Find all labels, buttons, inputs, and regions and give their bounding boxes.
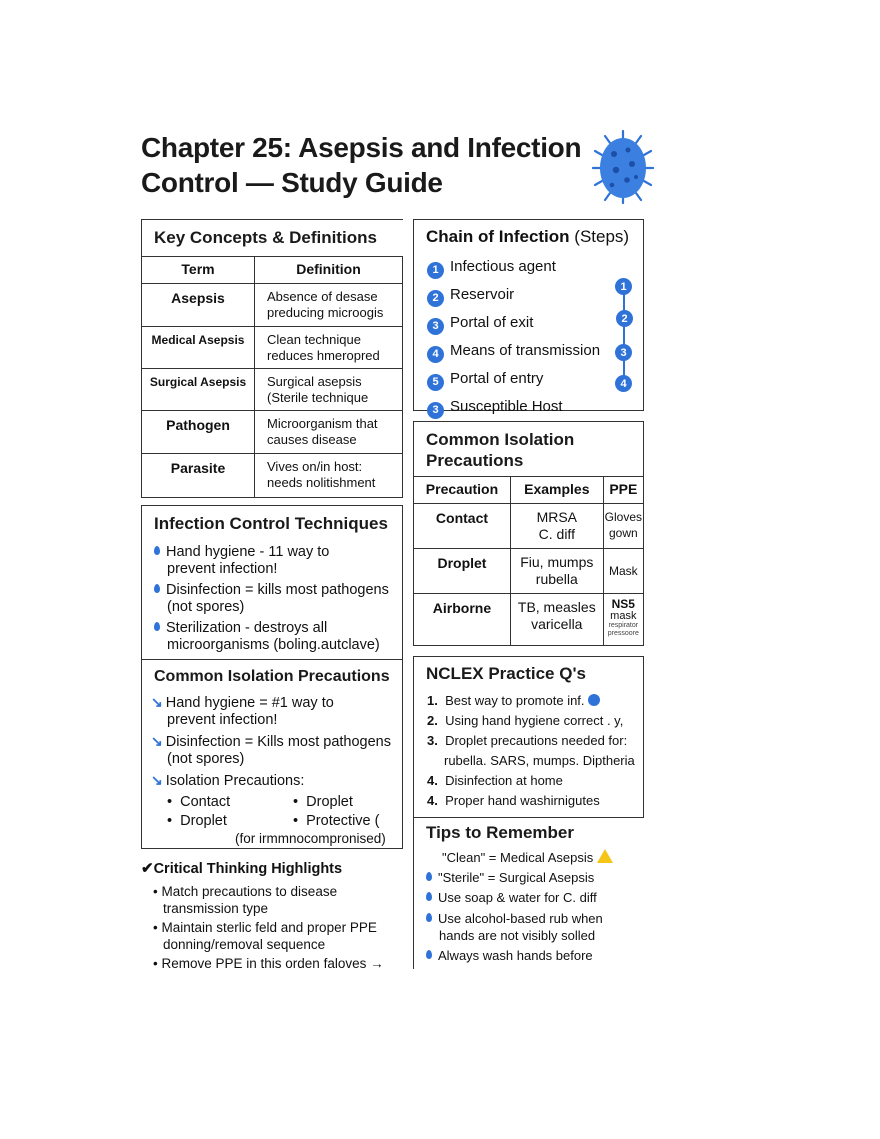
nclex-list (414, 684, 643, 811)
chain-step (427, 258, 600, 279)
key-concepts-box (141, 219, 403, 495)
list-item: • Maintain sterlic feld and proper PPE donning/removal sequence (153, 919, 403, 953)
isolation-table-box (413, 421, 644, 646)
header-term: Term (142, 257, 255, 284)
ppe-line: gown (608, 526, 638, 540)
question-text: Droplet precautions needed for: (445, 733, 628, 748)
techniques-title: Infection Control Techniques (154, 514, 388, 533)
list-item (151, 733, 402, 768)
chain-steps (427, 258, 600, 419)
tip-text: Always wash hands before (438, 948, 593, 963)
header-examples: Examples (510, 477, 603, 504)
precaution-cell: Contact (414, 504, 511, 549)
tip-text: "Sterile" = Surgical Asepsis (438, 870, 595, 885)
precaution-cell: Airborne (414, 594, 511, 646)
example-line: Fiu, mumps (520, 554, 594, 570)
item-line: Sterilization - destroys all (166, 620, 328, 636)
microbe-icon (592, 130, 654, 204)
example-line: MRSA (536, 509, 578, 525)
question-number: 4. (427, 793, 438, 808)
table-row (142, 327, 403, 369)
header-definition: Definition (255, 257, 403, 284)
critical-thinking-section (141, 859, 403, 972)
item-line: Remove PPE in this orden faloves → (161, 956, 384, 971)
sub-item: • Contact (167, 794, 231, 810)
item-line: transmission type (163, 901, 269, 916)
isolation-title-line: Common Isolation (426, 430, 575, 449)
infection-techniques-box (141, 505, 403, 660)
step-number-icon: 3 (427, 402, 444, 419)
ppe-line: mask (610, 610, 637, 622)
question-number: 3. (427, 733, 438, 748)
chain-step (427, 286, 600, 307)
item-line: Hand hygiene = #1 way to (165, 695, 334, 711)
nclex-title: NCLEX Practice Q's (426, 664, 586, 683)
def-line: needs nolitishment (267, 475, 376, 490)
chain-step (427, 398, 600, 419)
warning-icon (597, 849, 613, 863)
example-line: TB, measles (517, 599, 596, 615)
chain-title-rest: (Steps) (574, 227, 630, 246)
page-title (141, 130, 611, 200)
ppe-line: NS5 (611, 597, 635, 611)
question-text: Disinfection at home (445, 773, 563, 788)
example-line: C. diff (538, 526, 575, 542)
chain-of-infection-box (413, 219, 644, 416)
header-ppe: PPE (603, 477, 643, 504)
bullet-drop-icon (154, 546, 160, 555)
item-line: Maintain sterlic feld and proper PPE (161, 920, 377, 935)
step-label: Reservoir (450, 286, 515, 303)
ppe-line: Gloves (604, 510, 642, 524)
def-line: reduces hmeropred (267, 348, 380, 363)
tip-text: hands are not visibly solled (439, 928, 596, 943)
list-item (151, 772, 402, 790)
bullet-drop-icon (426, 892, 432, 901)
list-item (151, 694, 402, 729)
table-row (414, 549, 644, 594)
question-text: Best way to promote inf. (445, 693, 585, 708)
bullet-drop-icon (426, 950, 432, 959)
tips-title: Tips to Remember (426, 823, 575, 842)
table-row (142, 369, 403, 411)
ppe-cell (603, 549, 643, 594)
side-number-icon: 3 (615, 344, 632, 361)
nclex-question (427, 691, 643, 711)
def-line: Vives on/in host: (267, 459, 363, 474)
table-row (414, 504, 644, 549)
step-label: Infectious agent (450, 258, 556, 275)
ppe-line: respirator pressoore (607, 622, 639, 637)
checkmark-icon: ✔ (141, 860, 154, 877)
item-line: Disinfection = kills most pathogens (166, 582, 389, 598)
isolation-list-title: Common Isolation Precautions (154, 668, 390, 685)
chain-step (427, 314, 600, 335)
tip-item (426, 868, 644, 888)
item-line: donning/removal sequence (163, 937, 326, 952)
nclex-question (427, 771, 643, 791)
question-number: 1. (427, 693, 438, 708)
nclex-question (427, 791, 643, 811)
step-label: Portal of entry (450, 370, 544, 387)
list-item (154, 544, 402, 578)
examples-cell (510, 504, 603, 549)
tip-item (426, 848, 644, 868)
arrow-icon: ↘ (151, 694, 163, 710)
nclex-question (427, 731, 643, 751)
bullet-drop-icon (426, 872, 432, 881)
title-line-1: Chapter 25: Asepsis and Infection (141, 132, 582, 163)
def-line: Surgical asepsis (267, 374, 362, 389)
step-number-icon: 1 (427, 262, 444, 279)
tip-item (426, 910, 644, 944)
tips-list (414, 843, 644, 966)
list-item: • Remove PPE in this orden faloves → (153, 956, 384, 971)
sub-item-label: Droplet (180, 813, 227, 829)
term-cell: Medical Asepsis (142, 327, 255, 369)
question-text: Using hand hygiene correct . y, (445, 713, 624, 728)
tip-item (426, 888, 644, 908)
nclex-box (413, 656, 644, 818)
term-cell: Parasite (142, 454, 255, 498)
step-label: Means of transmission (450, 342, 601, 359)
bullet-drop-icon (154, 622, 160, 631)
step-label: Susceptible Host (450, 398, 563, 415)
bullet-drop-icon (154, 584, 160, 593)
tips-box (413, 817, 644, 969)
item-line: Isolation Precautions: (165, 773, 305, 789)
isolation-sublist (151, 793, 402, 833)
sub-item-label: Contact (180, 794, 231, 810)
item-line: microorganisms (boling.autclave) (167, 637, 380, 653)
chain-connector-line (623, 288, 625, 388)
tip-text: Use soap & water for C. diff (438, 890, 597, 905)
item-line: Hand hygiene - 11 way to (166, 544, 330, 560)
side-number-icon: 4 (615, 375, 632, 392)
list-item (154, 620, 402, 654)
sub-item-label: Droplet (306, 794, 353, 810)
table-row (142, 284, 403, 327)
tip-text: "Clean" = Medical Asepsis (442, 850, 594, 865)
side-number-icon: 2 (616, 310, 633, 327)
chain-title-bold: Chain of Infection (426, 227, 570, 246)
critical-list (141, 877, 403, 972)
tip-text: Use alcohol-based rub when (438, 911, 603, 926)
tip-item (426, 946, 644, 966)
critical-title-text: Critical Thinking Highlights (153, 861, 343, 877)
examples-cell (510, 549, 603, 594)
isolation-title-line: Precautions (426, 451, 524, 470)
step-number-icon: 3 (427, 318, 444, 335)
isolation-list (142, 686, 402, 846)
table-row (142, 454, 403, 498)
chain-title (414, 220, 643, 247)
nclex-question (427, 711, 643, 731)
examples-cell (510, 594, 603, 646)
def-line: causes disease (267, 432, 357, 447)
chain-step (427, 342, 600, 363)
def-line: Microorganism that (267, 416, 378, 431)
question-number: 4. (427, 773, 438, 788)
chain-step (427, 370, 600, 391)
isolation-list-box (141, 659, 403, 849)
ppe-cell (603, 594, 643, 646)
sub-item: • Droplet (293, 794, 353, 810)
item-line: Disinfection = Kills most pathogens (165, 734, 392, 750)
microbe-small-icon (588, 694, 600, 706)
ppe-line: Mask (608, 564, 638, 578)
title-line-2: Control — Study Guide (141, 167, 443, 198)
key-concepts-title: Key Concepts & Definitions (154, 228, 377, 247)
item-line: prevent infection! (167, 561, 278, 577)
header-precaution: Precaution (414, 477, 511, 504)
arrow-icon: ↘ (151, 733, 163, 749)
term-cell: Pathogen (142, 411, 255, 454)
step-number-icon: 4 (427, 346, 444, 363)
term-cell: Asepsis (142, 284, 255, 327)
step-number-icon: 2 (427, 290, 444, 307)
item-line: (not spores) (167, 599, 245, 615)
sub-item: • Protective ( (293, 813, 380, 829)
example-line: varicella (531, 616, 583, 632)
ppe-cell (603, 504, 643, 549)
def-line: Clean technique (267, 332, 361, 347)
def-line: (Sterile technique (267, 390, 369, 405)
sub-item: • Droplet (167, 813, 227, 829)
item-line: prevent infection! (167, 712, 278, 728)
table-row (414, 594, 644, 646)
list-item: • Match precautions to disease transmission type (153, 883, 403, 917)
item-line: (not spores) (167, 751, 245, 767)
step-number-icon: 5 (427, 374, 444, 391)
list-item (154, 582, 402, 616)
precaution-cell: Droplet (414, 549, 511, 594)
isolation-note: (for irmmnocompronised) (235, 831, 386, 846)
table-row (142, 411, 403, 454)
sub-item-label: Protective ( (306, 813, 380, 829)
side-number-icon: 1 (615, 278, 632, 295)
isolation-table-title (414, 422, 643, 477)
question-text: Proper hand washirnigutes (445, 793, 600, 808)
term-cell: Surgical Asepsis (142, 369, 255, 411)
bullet-drop-icon (426, 913, 432, 922)
techniques-list (142, 534, 402, 654)
question-text: rubella. SARS, mumps. Diptheria (444, 753, 635, 768)
example-line: rubella (535, 571, 578, 587)
precautions-table (413, 476, 644, 646)
arrow-icon: ↘ (151, 772, 163, 788)
item-line: Match precautions to disease (161, 884, 338, 899)
critical-title (141, 859, 403, 877)
definitions-table (141, 256, 403, 498)
def-line: Absence of desase (267, 289, 378, 304)
question-number: 2. (427, 713, 438, 728)
step-label: Portal of exit (450, 314, 534, 331)
def-line: preducing microogis (267, 305, 384, 320)
